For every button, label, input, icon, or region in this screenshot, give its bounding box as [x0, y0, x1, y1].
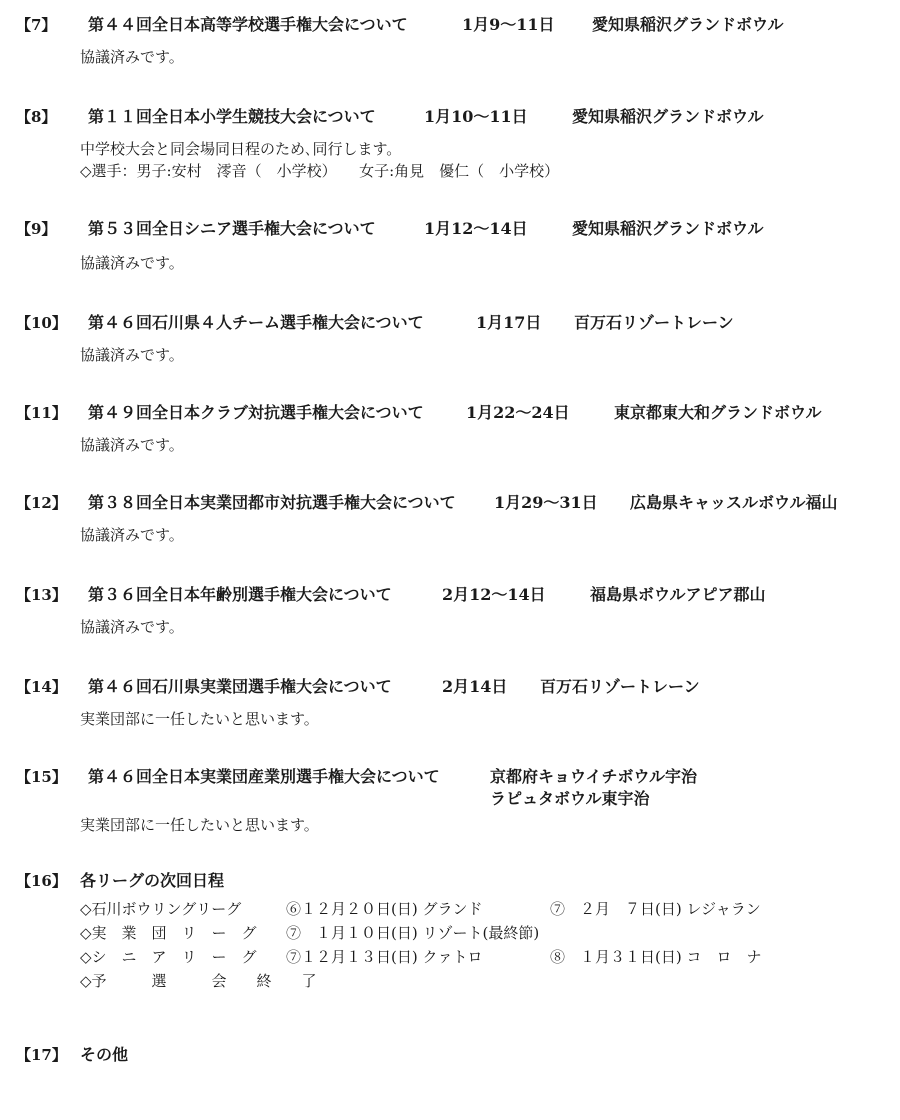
league-next-date: ⑥１２月２０日(日) グランド: [286, 900, 483, 918]
item-body: 協議済みです。: [80, 346, 184, 364]
item-date: 1月17日: [476, 313, 542, 332]
item-body: 協議済みです。: [80, 48, 184, 66]
item-title: 各リーグの次回日程: [80, 871, 225, 890]
item-title: 第３８回全日本実業団都市対抗選手権大会について: [88, 493, 456, 512]
item-number: 【9】: [16, 220, 57, 238]
league-name: ◇シ ニ ア リ ー グ: [80, 948, 257, 966]
item-title: 第４４回全日本高等学校選手権大会について: [88, 15, 408, 34]
item-title: 第４６回石川県４人チーム選手権大会について: [88, 313, 424, 332]
item-venue: 愛知県稲沢グランドボウル: [572, 219, 764, 238]
item-venue: 京都府キョウイチボウル宇治: [490, 767, 698, 786]
item-date: 2月12～14日: [442, 585, 546, 604]
item-venue: 福島県ボウルアピア郡山: [590, 585, 766, 604]
item-number: 【12】: [16, 494, 67, 512]
item-title: 第４９回全日本クラブ対抗選手権大会について: [88, 403, 424, 422]
league-following-date: ⑦ ２月 ７日(日) レジャラン: [550, 900, 761, 918]
item-body: 実業団部に一任したいと思います。: [80, 816, 319, 834]
league-next-date: ⑦１２月１３日(日) クァトロ: [286, 948, 483, 966]
item-venue: 百万石リゾートレーン: [540, 677, 700, 696]
item-venue: 広島県キャッスルボウル福山: [630, 493, 838, 512]
item-venue: 愛知県稲沢グランドボウル: [592, 15, 784, 34]
item-number: 【10】: [16, 314, 67, 332]
league-next-date: ⑦ １月１０日(日) リゾート(最終節): [286, 924, 540, 942]
league-name: ◇予 選 会 終 了: [80, 972, 317, 990]
item-title: 第１１回全日本小学生競技大会について: [88, 107, 376, 126]
item-number: 【13】: [16, 586, 67, 604]
item-title: 第５３回全日シニア選手権大会について: [88, 219, 376, 238]
item-date: 1月10～11日: [424, 107, 528, 126]
item-body: 中学校大会と同会場同日程のため､同行します。: [80, 140, 402, 158]
item-body: 実業団部に一任したいと思います。: [80, 710, 319, 728]
item-date: 2月14日: [442, 677, 508, 696]
item-body: 協議済みです。: [80, 436, 184, 454]
item-body: ◇選手：男子:安村 澪音（ 小学校） 女子:角見 優仁（ 小学校）: [80, 162, 560, 180]
league-name: ◇石川ボウリングリーグ: [80, 900, 242, 918]
item-body: 協議済みです。: [80, 526, 184, 544]
item-number: 【15】: [16, 768, 67, 786]
item-number: 【7】: [16, 16, 57, 34]
item-body: 協議済みです。: [80, 254, 184, 272]
item-title: その他: [80, 1045, 129, 1064]
item-venue: 東京都東大和グランドボウル: [614, 403, 822, 422]
item-number: 【16】: [16, 872, 67, 890]
item-number: 【11】: [16, 404, 67, 422]
item-venue: 愛知県稲沢グランドボウル: [572, 107, 764, 126]
league-row-qualifier: [80, 970, 880, 992]
item-title: 第４６回全日本実業団産業別選手権大会について: [88, 767, 440, 786]
item-title: 第３６回全日本年齢別選手権大会について: [88, 585, 392, 604]
league-row-senior: [80, 946, 880, 968]
item-body: 協議済みです。: [80, 618, 184, 636]
league-name: ◇実 業 団 リ ー グ: [80, 924, 257, 942]
league-row-jitsugyodan: [80, 922, 880, 944]
item-date: 1月29～31日: [494, 493, 598, 512]
item-date: 1月22～24日: [466, 403, 570, 422]
item-venue: 百万石リゾートレーン: [574, 313, 734, 332]
item-number: 【8】: [16, 108, 57, 126]
item-title: 第４６回石川県実業団選手権大会について: [88, 677, 392, 696]
item-number: 【14】: [16, 678, 67, 696]
item-number: 【17】: [16, 1046, 67, 1064]
item-date: 1月9～11日: [462, 15, 555, 34]
league-following-date: ⑧ １月３１日(日) コ ロ ナ: [550, 948, 762, 966]
item-venue-secondary: ラピュタボウル東宇治: [490, 789, 650, 808]
item-date: 1月12～14日: [424, 219, 528, 238]
league-row-ishikawa: [80, 898, 880, 920]
